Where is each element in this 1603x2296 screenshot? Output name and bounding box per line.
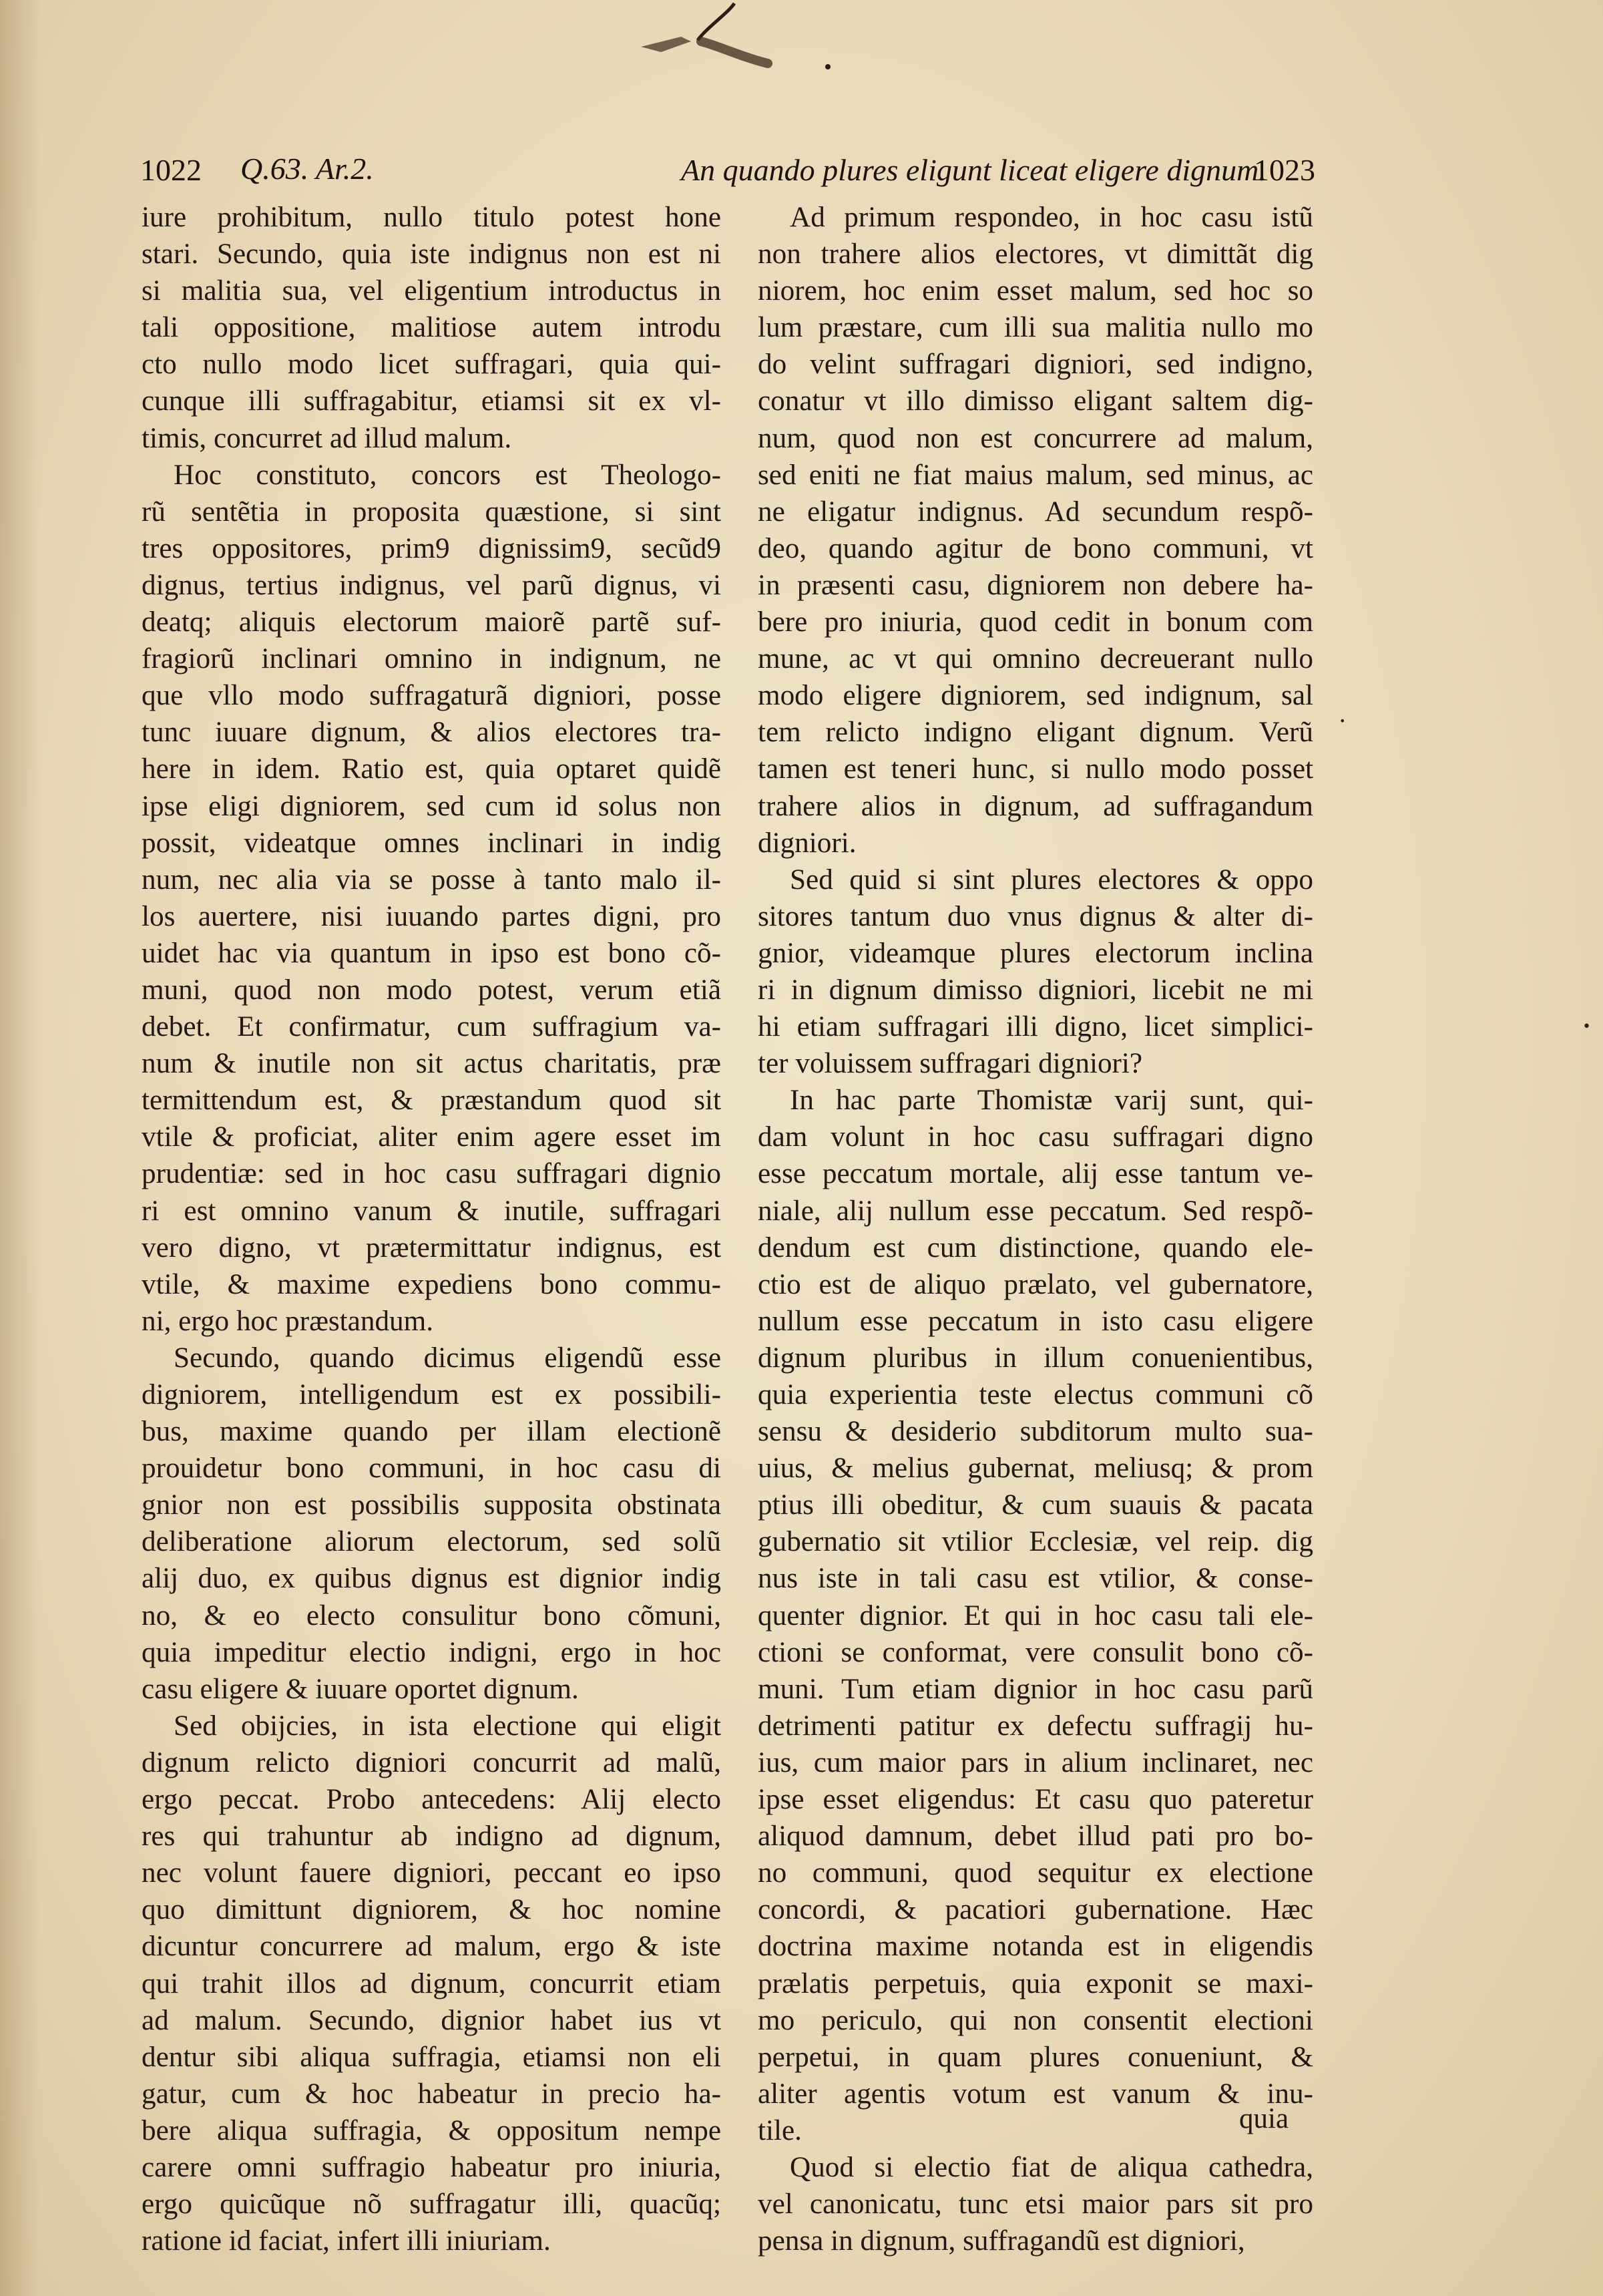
text-line: casu eligere & iuuare oportet dignum.	[142, 1673, 579, 1705]
text-line: bere pro iniuria, quod cedit in bonum com	[758, 606, 1313, 638]
text-line: nullum esse peccatum in isto casu eligere	[758, 1305, 1313, 1337]
text-line: ne eligatur indignus. Ad secundum respõ-	[758, 496, 1313, 528]
text-line: dentur sibi aliqua suffragia, etiamsi non eli	[142, 2041, 721, 2073]
text-line: gnior, videamque plures electorum inclina	[758, 937, 1313, 969]
text-line: fragiorũ inclinari omnino in indignum, ne	[142, 643, 721, 675]
text-line: dignum pluribus in illum conuenientibus,	[758, 1342, 1313, 1374]
text-line: Secundo, quando dicimus eligendũ esse	[174, 1342, 721, 1374]
text-line: alij duo, ex quibus dignus est dignior indig	[142, 1563, 721, 1595]
text-line: ter voluissem suffragari digniori?	[758, 1048, 1143, 1080]
text-line: tali oppositione, malitiose autem introdu	[142, 312, 721, 344]
text-line: nus iste in tali casu est vtilior, & conse-	[758, 1563, 1313, 1595]
text-line: deliberatione aliorum electorum, sed solũ	[142, 1526, 721, 1558]
text-line: non trahere alios electores, vt dimittãt dig	[758, 238, 1313, 270]
text-line: ri est omnino vanum & inutile, suffragari	[142, 1195, 721, 1227]
text-line: dendum est cum distinctione, quando ele-	[758, 1231, 1313, 1264]
text-line: ipse esset eligendus: Et casu quo pateretur	[758, 1784, 1313, 1816]
text-line: deatq; aliquis electorum maiorẽ partẽ suf-	[142, 606, 721, 638]
text-line: esse peccatum mortale, alij esse tantum ve-	[758, 1158, 1313, 1190]
text-line: mune, ac vt qui omnino decreuerant nullo	[758, 643, 1313, 675]
text-line: mo periculo, qui non consentit electioni	[758, 2004, 1313, 2036]
text-line: conatur vt illo dimisso eligant saltem dig-	[758, 385, 1313, 417]
text-line: uius, & melius gubernat, meliusq; & prom	[758, 1453, 1313, 1485]
text-line: muni, quod non modo potest, verum etiã	[142, 974, 721, 1006]
text-line: tile.	[758, 2114, 802, 2146]
right-text-column	[758, 199, 1313, 2259]
text-line: dignus, tertius indignus, vel parũ dignus, vi	[142, 569, 721, 601]
text-line: vtile, & maxime expediens bono commu-	[142, 1268, 721, 1300]
text-line: perpetui, in quam plures conueniunt, &	[758, 2041, 1313, 2073]
text-line: uidet hac via quantum in ipso est bono cõ-	[142, 937, 721, 969]
text-line: gatur, cum & hoc habeatur in precio ha-	[142, 2078, 721, 2110]
text-line: gubernatio sit vtilior Ecclesiæ, vel reip. dig	[758, 1526, 1313, 1558]
running-title: An quando plures eligunt liceat eligere dignum.	[681, 153, 1267, 187]
text-line: vtile & proficiat, aliter enim agere esset im	[142, 1121, 721, 1153]
text-line: tres oppositores, prim9 dignissim9, secũd9	[142, 532, 721, 564]
text-line: ni, ergo hoc præstandum.	[142, 1305, 434, 1337]
text-line: bere aliqua suffragia, & oppositum nempe	[142, 2114, 721, 2146]
text-line: bus, maxime quando per illam electionẽ	[142, 1416, 721, 1448]
text-line: niale, alij nullum esse peccatum. Sed respõ-	[758, 1195, 1313, 1227]
text-line: Quod si electio fiat de aliqua cathedra,	[790, 2151, 1313, 2183]
text-line: sed eniti ne fiat maius malum, sed minus, ac	[758, 459, 1313, 491]
text-line: niorem, hoc enim esset malum, sed hoc so	[758, 275, 1313, 307]
text-line: no, & eo electo consulitur bono cõmuni,	[142, 1599, 721, 1632]
text-line: num, quod non est concurrere ad malum,	[758, 422, 1313, 454]
text-line: carere omni suffragio habeatur pro iniuria,	[142, 2151, 721, 2183]
text-line: here in idem. Ratio est, quia optaret quidẽ	[142, 753, 721, 785]
binding-shadow	[0, 0, 40, 2296]
text-line: Sed obijcies, in ista electione qui eligit	[174, 1710, 721, 1742]
text-line: doctrina maxime notanda est in eligendis	[758, 1931, 1313, 1963]
text-line: tunc iuuare dignum, & alios electores tra-	[142, 717, 721, 749]
page-header	[140, 146, 1315, 192]
text-line: vero digno, vt prætermittatur indignus, est	[142, 1231, 721, 1264]
text-line: Sed quid si sint plures electores & oppo	[790, 864, 1313, 896]
text-line: quo dimittunt digniorem, & hoc nomine	[142, 1894, 721, 1926]
text-line: pensa in dignum, suffragandũ est digniori,	[758, 2225, 1245, 2257]
text-line: In hac parte Thomistæ varij sunt, qui-	[790, 1085, 1313, 1117]
left-page-number: 1022	[140, 153, 202, 187]
text-line: ptius illi obeditur, & cum suauis & pacata	[758, 1489, 1313, 1521]
text-line: vel canonicatu, tunc etsi maior pars sit pro	[758, 2188, 1313, 2221]
text-line: digniori.	[758, 827, 857, 859]
text-line: ri in dignum dimisso digniori, licebit ne mi	[758, 974, 1313, 1006]
text-line: concordi, & pacatiori gubernatione. Hæc	[758, 1894, 1313, 1926]
text-line: res qui trahuntur ab indigno ad dignum,	[142, 1821, 721, 1853]
text-line: digniorem, intelligendum est ex possibili-	[142, 1379, 721, 1410]
catchword: quia	[1239, 2103, 1289, 2134]
text-line: iure prohibitum, nullo titulo potest hone	[142, 202, 721, 233]
text-line: stari. Secundo, quia iste indignus non est ni	[142, 238, 721, 270]
text-line: dam volunt in hoc casu suffragari digno	[758, 1121, 1313, 1153]
text-line: num & inutile non sit actus charitatis, præ	[142, 1048, 721, 1080]
text-line: quia experientia teste electus communi cõ	[758, 1379, 1313, 1410]
text-line: aliter agentis votum est vanum & inu-	[758, 2078, 1313, 2110]
text-line: ergo peccat. Probo antecedens: Alij electo	[142, 1784, 721, 1816]
text-line: tem relicto indigno eligant dignum. Verũ	[758, 717, 1313, 749]
text-line: ergo quicũque nõ suffragatur illi, quacũq;	[142, 2188, 721, 2221]
text-line: nec volunt fauere digniori, peccant eo ipso	[142, 1857, 721, 1889]
text-line: timis, concurret ad illud malum.	[142, 422, 512, 454]
text-line: Hoc constituto, concors est Theologo-	[174, 459, 721, 491]
text-line: ipse eligi digniorem, sed cum id solus non	[142, 790, 721, 822]
text-line: prudentiæ: sed in hoc casu suffragari dignio	[142, 1158, 721, 1190]
text-line: cto nullo modo licet suffragari, quia qui-	[142, 349, 721, 381]
text-line: si malitia sua, vel eligentium introductus in	[142, 275, 721, 307]
text-line: cunque illi suffragabitur, etiamsi sit ex vl-	[142, 385, 721, 417]
text-line: ratione id faciat, infert illi iniuriam.	[142, 2225, 551, 2257]
text-line: no communi, quod sequitur ex electione	[758, 1857, 1313, 1889]
text-line: modo eligere digniorem, sed indignum, sal	[758, 680, 1313, 712]
text-line: dicuntur concurrere ad malum, ergo & iste	[142, 1931, 721, 1963]
text-line: ctioni se conformat, vere consulit bono cõ-	[758, 1636, 1313, 1668]
text-line: ad malum. Secundo, dignior habet ius vt	[142, 2004, 721, 2036]
text-line: debet. Et confirmatur, cum suffragium va-	[142, 1011, 721, 1043]
right-page-number: 1023	[1254, 153, 1315, 187]
text-line: deo, quando agitur de bono communi, vt	[758, 532, 1313, 564]
text-line: aliquod damnum, debet illud pati pro bo-	[758, 1821, 1313, 1853]
text-line: Ad primum respondeo, in hoc casu istũ	[790, 202, 1313, 233]
text-line: sensu & desiderio subditorum multo sua-	[758, 1416, 1313, 1448]
text-line: quenter dignior. Et qui in hoc casu tali ele-	[758, 1599, 1313, 1632]
text-line: lum præstare, cum illi sua malitia nullo mo	[758, 312, 1313, 344]
text-line: termittendum est, & præstandum quod sit	[142, 1085, 721, 1117]
text-line: quia impeditur electio indigni, ergo in hoc	[142, 1636, 721, 1668]
text-line: detrimenti patitur ex defectu suffragij hu-	[758, 1710, 1313, 1742]
text-line: do velint suffragari digniori, sed indigno,	[758, 349, 1313, 381]
margin-mark: •	[1582, 1018, 1591, 1035]
left-text-column	[142, 199, 721, 2259]
margin-dot: •	[1339, 715, 1346, 727]
text-line: ius, cum maior pars in alium inclinaret, nec	[758, 1746, 1313, 1778]
text-line: in præsenti casu, digniorem non debere ha-	[758, 569, 1313, 601]
text-line: trahere alios in dignum, ad suffragandum	[758, 790, 1313, 822]
text-line: prouidetur bono communi, in hoc casu di	[142, 1453, 721, 1485]
text-line: gnior non est possibilis supposita obstinata	[142, 1489, 721, 1521]
text-line: prælatis perpetuis, quia exponit se maxi-	[758, 1967, 1313, 1999]
text-line: los auertere, nisi iuuando partes digni, pro	[142, 900, 721, 932]
text-line: rũ sentẽtia in proposita quæstione, si sint	[142, 496, 721, 528]
text-line: tamen est teneri hunc, si nullo modo posset	[758, 753, 1313, 785]
text-line: num, nec alia via se posse à tanto malo il-	[142, 864, 721, 896]
text-line: hi etiam suffragari illi digno, licet simplici-	[758, 1011, 1313, 1043]
text-line: sitores tantum duo vnus dignus & alter di-	[758, 900, 1313, 932]
text-line: dignum relicto digniori concurrit ad malũ,	[142, 1746, 721, 1778]
text-line: muni. Tum etiam dignior in hoc casu parũ	[758, 1673, 1313, 1705]
text-line: possit, videatque omnes inclinari in indig	[142, 827, 721, 859]
text-line: qui trahit illos ad dignum, concurrit etiam	[142, 1967, 721, 1999]
paper-scrap-mark	[634, 0, 848, 80]
text-line: que vllo modo suffragaturã digniori, posse	[142, 680, 721, 712]
question-article-label: Q.63. Ar.2.	[240, 152, 374, 186]
text-line: ctio est de aliquo prælato, vel gubernatore,	[758, 1268, 1313, 1300]
